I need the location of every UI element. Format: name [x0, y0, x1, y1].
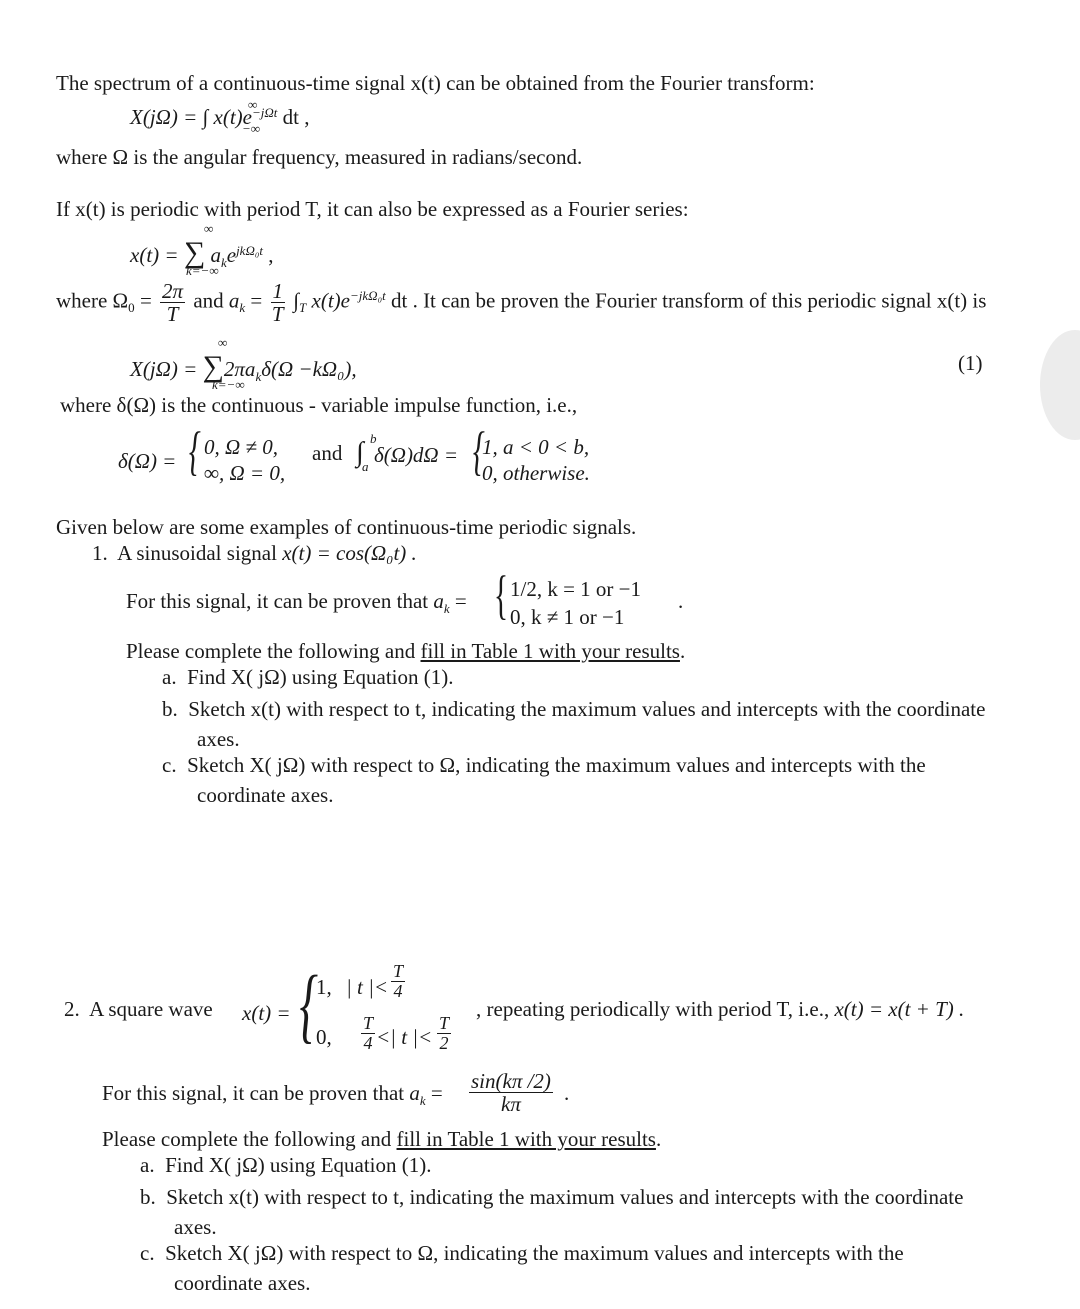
equation-1-label: (1)	[958, 351, 983, 375]
intro-line-2: where Ω is the angular frequency, measured in radians/second.	[56, 145, 583, 169]
example-1-item-c-cont: coordinate axes.	[197, 783, 334, 807]
example-2-periodicity: , repeating periodically with period T, i.e., x(t) = x(t + T) .	[476, 997, 965, 1021]
fourier-transform-equation: X(jΩ) = ∫ $x(t)e^{-j\Omega t}$ dt , ∞ −∞	[130, 97, 310, 136]
example-1-item-a: a. Find X( jΩ) using Equation (1).	[162, 665, 454, 689]
example-1-item-b: b. Sketch x(t) with respect to t, indicating the maximum values and intercepts with the coordinate	[162, 697, 986, 721]
example-2-item-b: b. Sketch x(t) with respect to t, indicating the maximum values and intercepts with the coordinate	[140, 1185, 964, 1209]
example-1-title: 1. A sinusoidal signal x(t) = cos(Ω₀t) .	[92, 541, 417, 565]
example-2-item-c: c. Sketch X( jΩ) with respect to Ω, indicating the maximum values and intercepts with the	[140, 1241, 904, 1265]
intro-line-1: The spectrum of a continuous-time signal x(t) can be obtained from the Fourier transform:	[56, 71, 815, 95]
example-2-item-b-cont: axes.	[174, 1215, 217, 1239]
example-1-coefficients: For this signal, it can be proven that $a_k$ = { 1/2, k = 1 or −1 0, k ≠ 1 or −1 .	[126, 565, 684, 629]
example-1-item-b-cont: axes.	[197, 727, 240, 751]
example-2-title: 2. A square wave	[64, 997, 213, 1021]
equation-1: $X(j\Omega) = \sum 2\pi a_k\delta(\Omega -k\Omega_0)$, ∞ k=−∞	[130, 335, 357, 392]
example-2-coefficients: For this signal, it can be proven that $a_k$ = $\frac{\sin(k\pi /2)}{k\pi}$ .	[102, 1069, 570, 1117]
periodic-line-1: If x(t) is periodic with period T, it can also be expressed as a Fourier series:	[56, 197, 689, 221]
example-1-instruction: Please complete the following and fill in Table 1 with your results.	[126, 639, 686, 663]
example-2-instruction: Please complete the following and fill in Table 1 with your results.	[102, 1127, 662, 1151]
delta-definition-line: where δ(Ω) is the continuous - variable impulse function, i.e.,	[60, 393, 578, 417]
sum-symbol: ∑	[183, 236, 206, 269]
page-edge-shadow	[1040, 330, 1080, 440]
example-1-item-c: c. Sketch X( jΩ) with respect to Ω, indicating the maximum values and intercepts with the	[162, 753, 926, 777]
fourier-coefficient-definition: where $\Omega_0$ = $\frac{2\pi}{T}$ and $a_k$ = $\frac{1}{T}$ $\int_T$ $x(t)e^{-jk\Omega_0t}$ dt . It can be proven the Fourier transform of this periodic signal x(t) is	[56, 279, 987, 327]
example-2-item-a: a. Find X( jΩ) using Equation (1).	[140, 1153, 432, 1177]
examples-heading: Given below are some examples of continuous-time periodic signals.	[56, 515, 637, 539]
square-wave-definition: x(t) = { 1, | t |< $\frac{T}{4}$ 0, $\frac{T}{4}$ <| t |< $\frac{T}{2}$	[242, 959, 450, 1053]
fourier-series-equation: x(t) = ∑ $a_ke^{jk\Omega_0t}$ , ∞ k=−∞	[130, 221, 274, 278]
example-2-item-c-cont: coordinate axes.	[174, 1271, 311, 1295]
